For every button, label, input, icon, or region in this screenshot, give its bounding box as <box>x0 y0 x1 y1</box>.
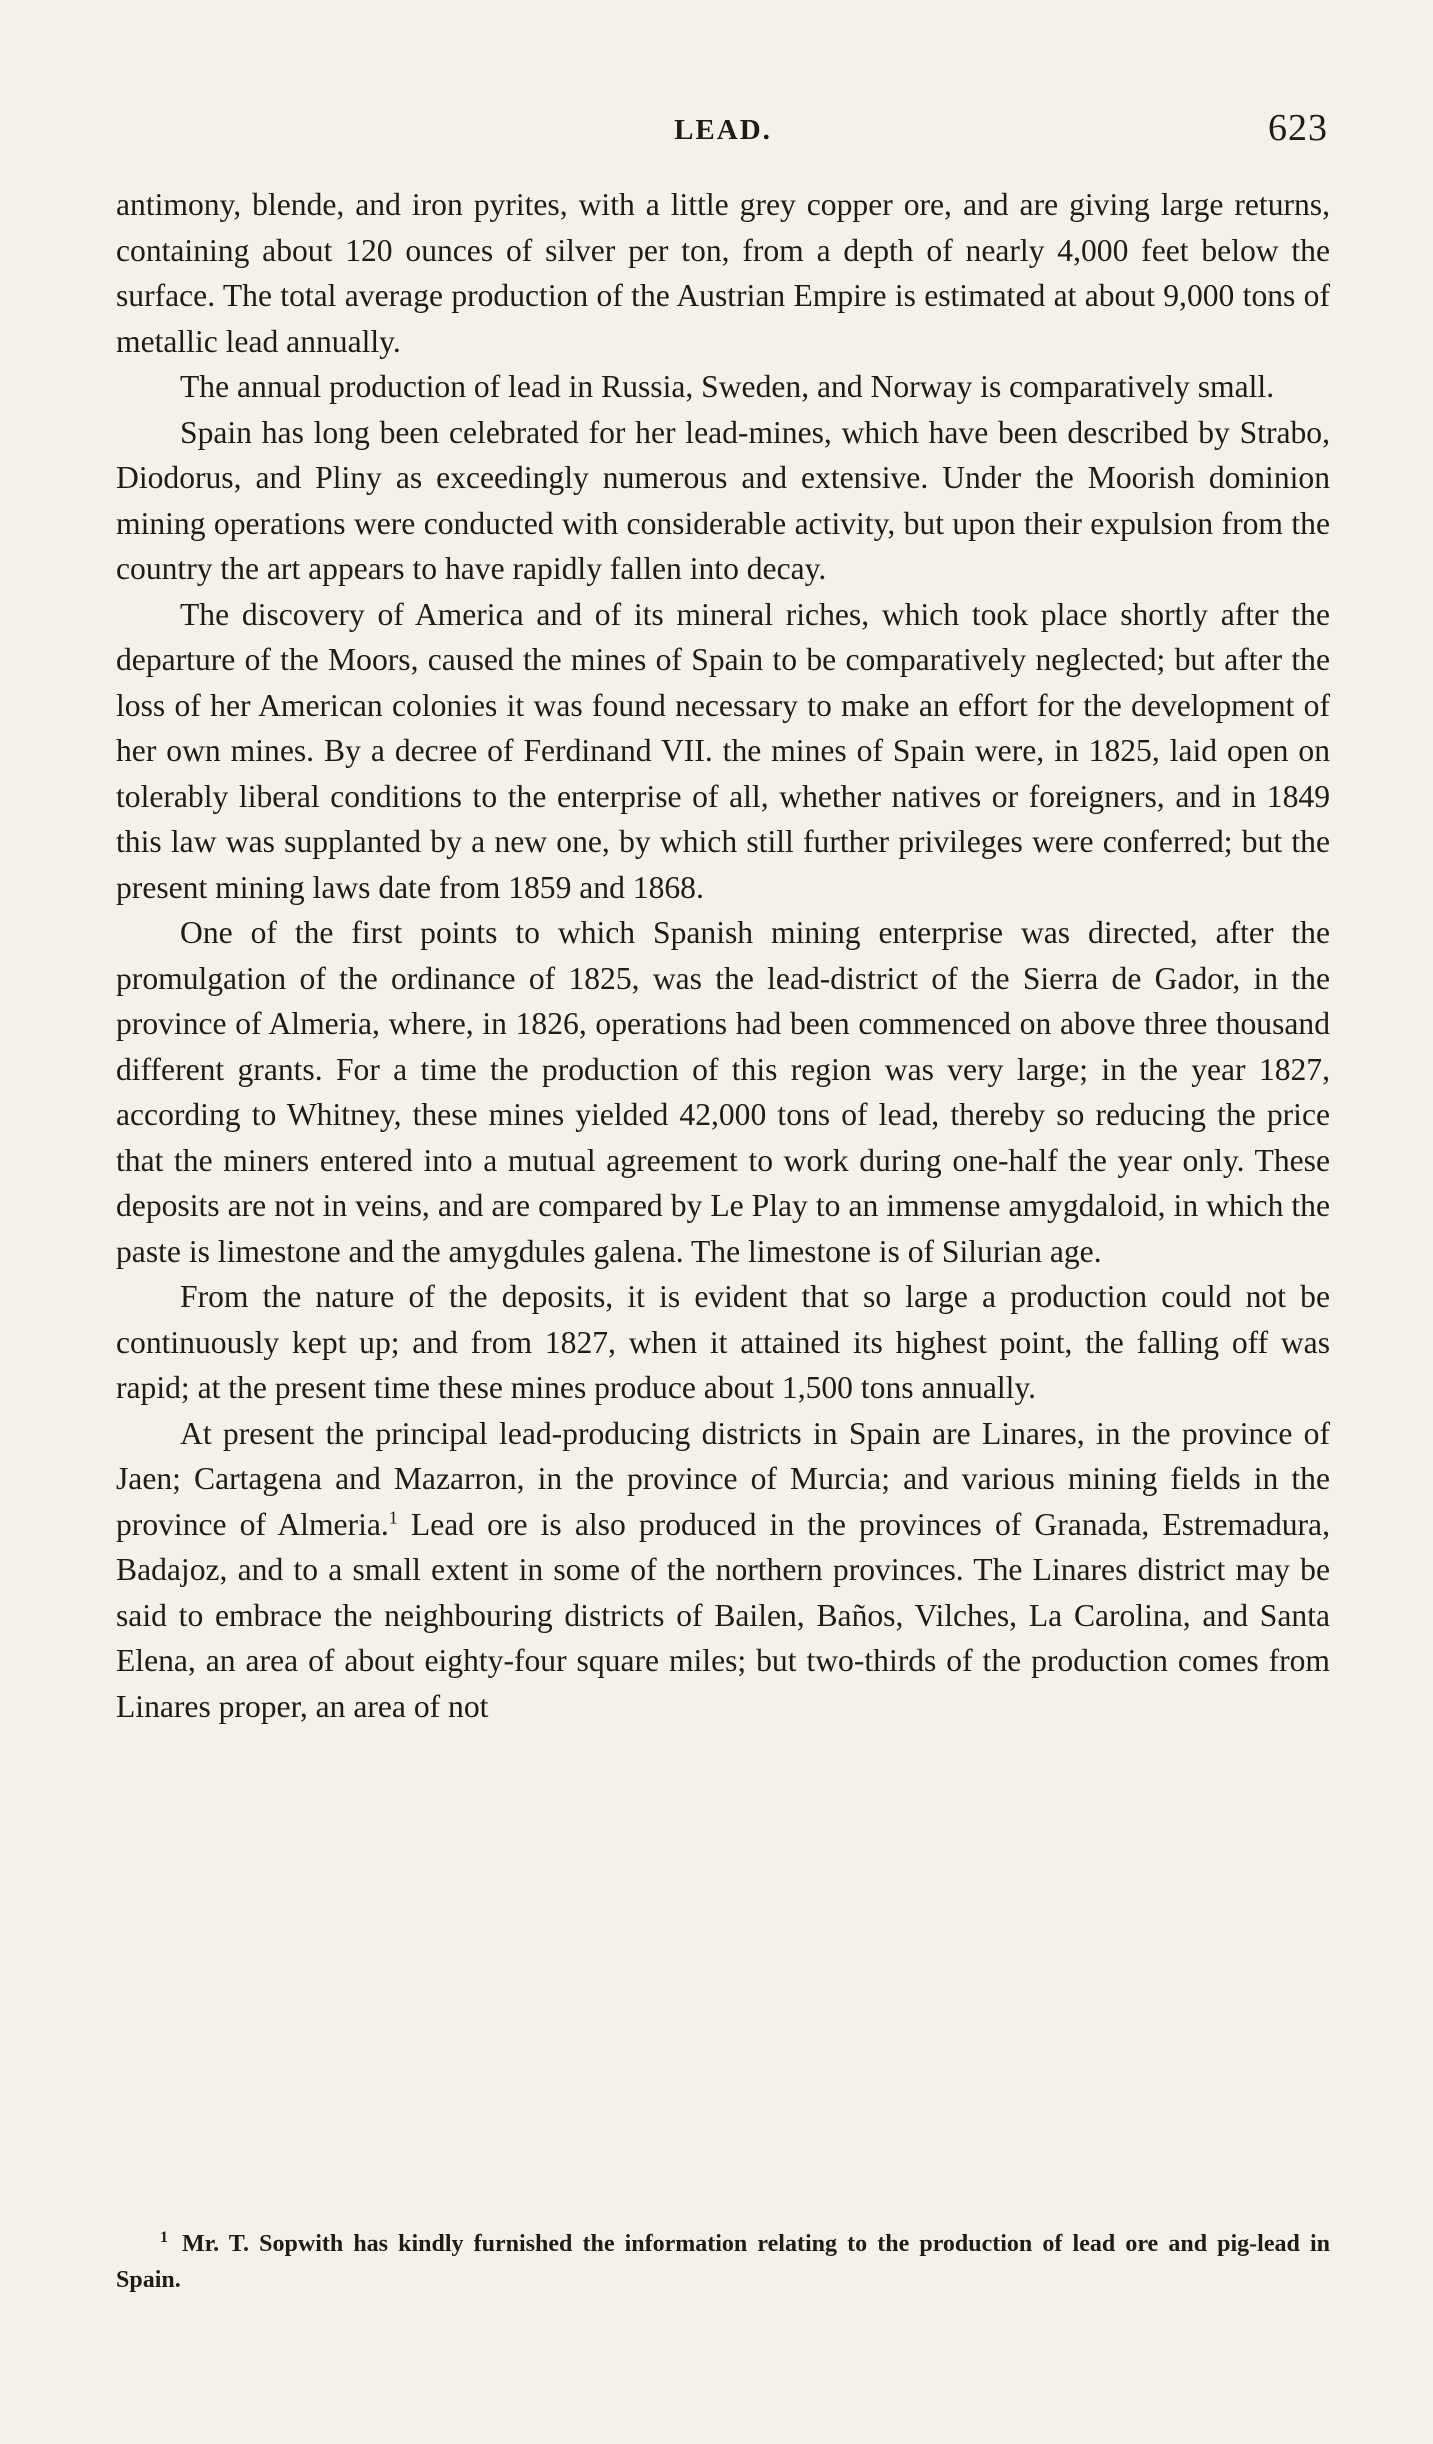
footnotes <box>116 2226 1330 2298</box>
footnote <box>116 2226 1330 2298</box>
paragraph-deposit-nature: From the nature of the deposits, it is evident that so large a production could not be continuously kept up; and from 1827, when it attained its highest point, the falling off was rapid; at the present time these mines produce about 1,500 tons annually. <box>116 1279 1330 1405</box>
page-number: 623 <box>1268 107 1328 149</box>
page-header <box>118 106 1328 154</box>
paragraph-spain-history: Spain has long been celebrated for her lead-mines, which have been described by Strabo, Diodorus, and Pliny as exceedingly numerous and extensive. Under the Moorish dominion mining operations were conducted with considerable activity, but upon their expulsion from the country the art appears to have rapidly fallen into decay. <box>116 414 1330 586</box>
paragraph-america-discovery: The discovery of America and of its mineral riches, which took place shortly after the departure of the Moors, caused the mines of Spain to be comparatively neglected; but after the loss of her American colonies it was found necessary to make an effort for the development of her own mines. By a decree of Ferdinand VII. the mines of Spain were, in 1825, laid open on tolerably liberal conditions to the enterprise of all, whether natives or foreigners, and in 1849 this law was supplanted by a new one, by which still further privileges were conferred; but the present mining laws date from 1859 and 1868. <box>116 596 1330 905</box>
paragraph-continued: antimony, blende, and iron pyrites, with a little grey copper ore, and are giving large returns, containing about 120 ounces of silver per ton, from a depth of nearly 4,000 feet below the surface. The total average production of the Austrian Empire is estimated at about 9,000 tons of metallic lead annually. <box>116 187 1330 359</box>
footnote-reference: 1 <box>388 1506 398 1527</box>
footnote-text: Mr. T. Sopwith has kindly furnished the information relating to the production of lead ore and pig-lead in Spain. <box>116 2231 1330 2293</box>
paragraph-text-after-note: Lead ore is also produced in the provinces of Granada, Estremadura, Badajoz, and to a small extent in some of the northern provinces. The Linares district may be said to embrace the neighbouring districts of Bailen, Baños, Vilches, La Carolina, and Santa Elena, an area of about eighty-four square miles; but two-thirds of the production comes from Linares proper, an area of not <box>116 1506 1330 1724</box>
paragraph-text-before-note: At present the principal lead-producing districts in Spain are Linares, in the province of Jaen; Cartagena and Mazarron, in the province of Murcia; and various mining fields in the province of Almeria. <box>116 1415 1330 1542</box>
body-text <box>116 182 1330 1729</box>
paragraph-sierra-de-gador: One of the first points to which Spanish mining enterprise was directed, after the promulgation of the ordinance of 1825, was the lead-district of the Sierra de Gador, in the province of Almeria, where, in 1826, operations had been commenced on above three thousand different grants. For a time the production of this region was very large; in the year 1827, according to Whitney, these mines yielded 42,000 tons of lead, thereby so reducing the price that the miners entered into a mutual agreement to work during one-half the year only. These deposits are not in veins, and are compared by Le Play to an immense amygdaloid, in which the paste is limestone and the amygdules galena. The limestone is of Silurian age. <box>116 915 1330 1269</box>
paragraph-russia-sweden-norway: The annual production of lead in Russia, Sweden, and Norway is comparatively small. <box>180 369 1275 404</box>
paragraph-present-districts <box>116 1411 1330 1730</box>
footnote-number: 1 <box>160 2229 168 2246</box>
running-title: LEAD. <box>674 114 772 146</box>
